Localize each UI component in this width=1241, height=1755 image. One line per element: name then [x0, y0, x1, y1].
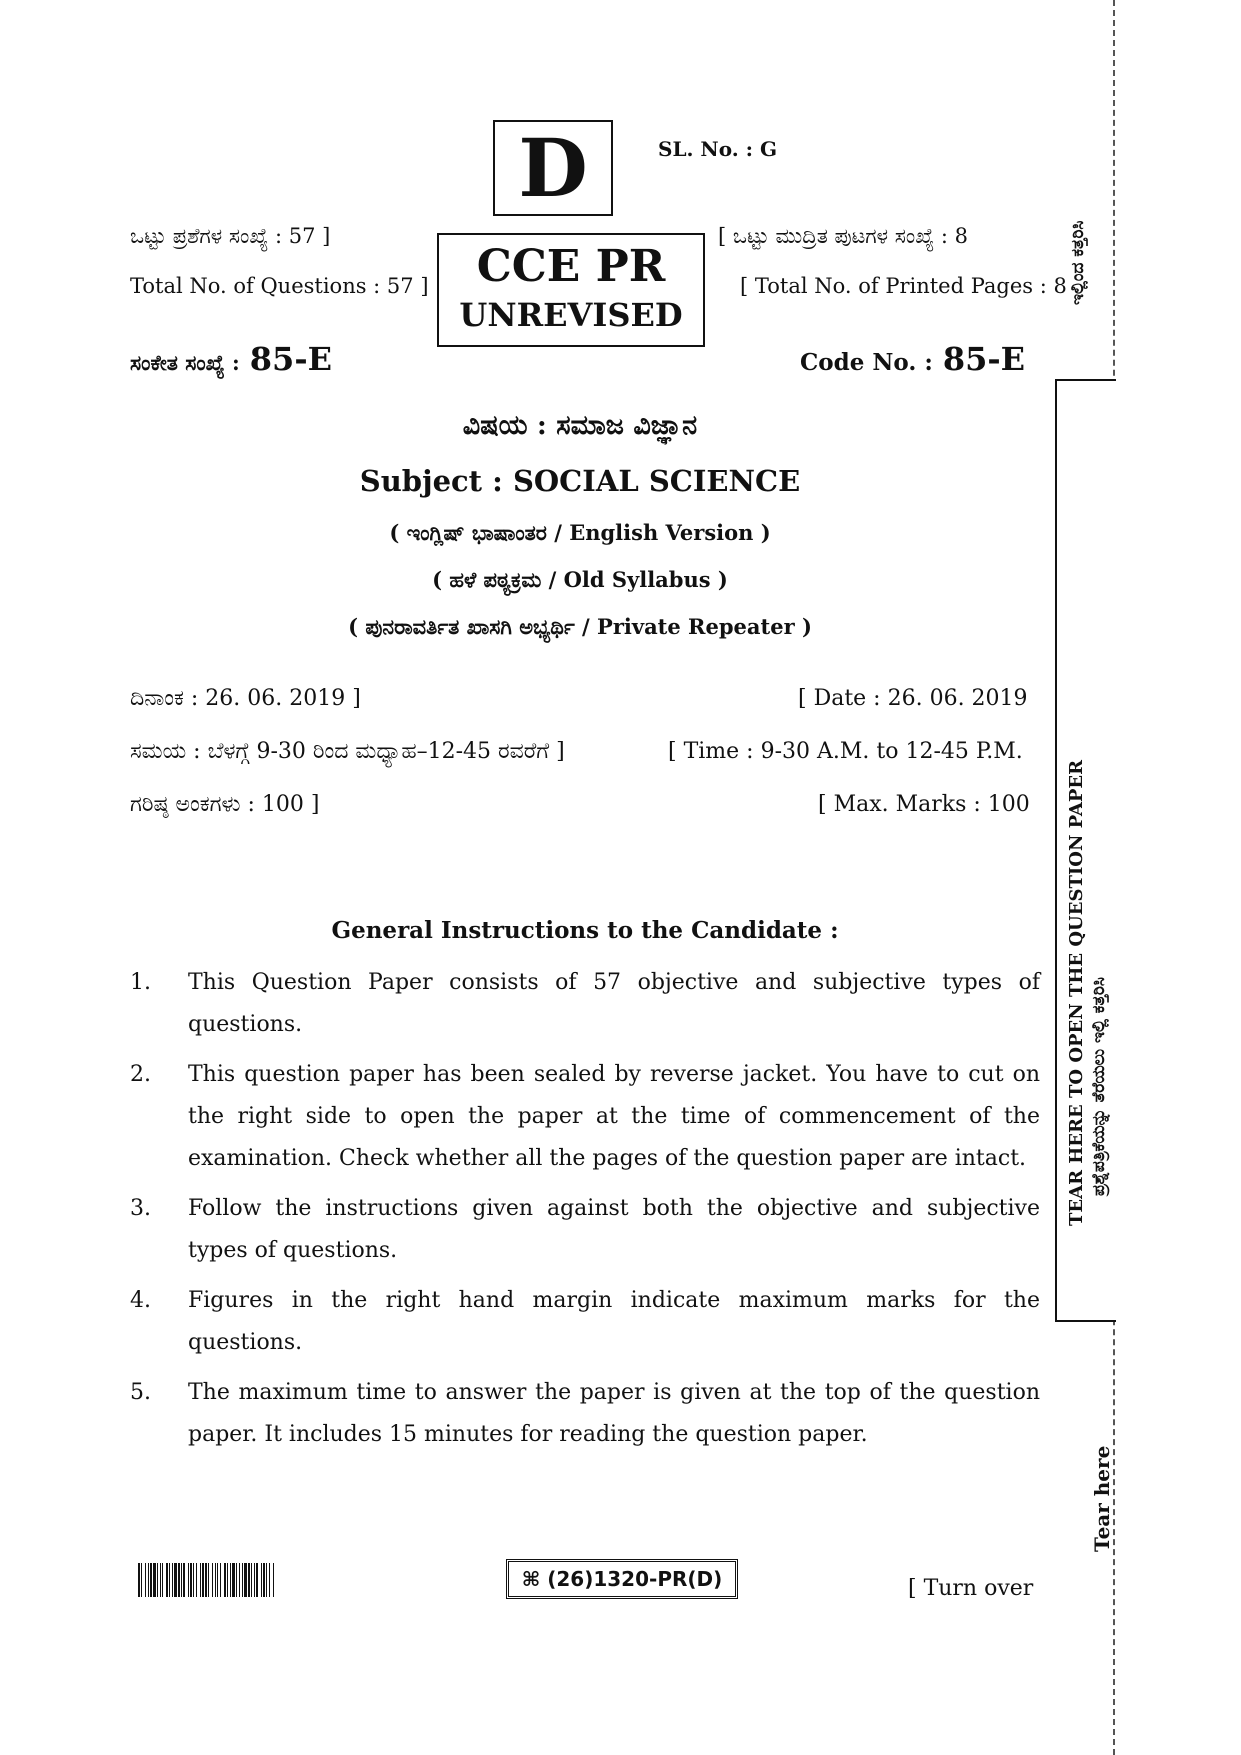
barcode-bar	[274, 1563, 276, 1597]
kn-total-pages: [ ಒಟ್ಟು ಮುದ್ರಿತ ಪುಟಗಳ ಸಂಖ್ಯೆ : 8	[718, 224, 969, 248]
en-code-value: 85-E	[942, 340, 1026, 378]
kn-time: ಸಮಯ : ಬೆಳಗ್ಗೆ 9-30 ರಿಂದ ಮಧ್ಯಾಹ–12-45 ರವರೆಗೆ ]	[130, 739, 565, 764]
instruction-number: 2.	[130, 1062, 151, 1087]
en-code-label: Code No. :	[800, 349, 933, 376]
cce-pr-box	[437, 233, 705, 347]
cce-title: CCE PR	[476, 241, 666, 292]
version-letter: D	[518, 121, 588, 215]
instruction-item	[130, 1188, 1040, 1272]
cce-subtitle: UNREVISED	[459, 296, 683, 334]
kn-tear-box: ಪ್ರಶ್ನೆಪತ್ರಿಕೆಯನ್ನು ತೆರೆಯಲು ಇಲ್ಲಿ ಕತ್ತರಿಸಿ	[1089, 977, 1109, 1196]
instruction-text: This Question Paper consists of 57 objective and subjective types of questions.	[188, 970, 1040, 1037]
en-time: [ Time : 9-30 A.M. to 12-45 P.M.	[668, 739, 1023, 764]
paper-code: ⌘ (26)1320-PR(D)	[521, 1567, 723, 1591]
kn-total-questions: ಒಟ್ಟು ಪ್ರಶೆಗಳ ಸಂಖ್ಯೆ : 57 ]	[130, 224, 331, 248]
turn-over-label: [ Turn over	[908, 1576, 1034, 1601]
kn-code-value: 85-E	[249, 340, 332, 378]
en-subject: Subject : SOCIAL SCIENCE	[359, 464, 801, 498]
instructions-list	[130, 962, 1040, 1464]
instruction-item	[130, 1280, 1040, 1364]
instruction-text: This question paper has been sealed by reverse jacket. You have to cut on the right side to open the paper at the time of commencement of the examination. Check whether all the pages of the question paper are intact.	[188, 1062, 1040, 1171]
kn-subject: ವಿಷಯ : ಸಮಾಜ ವಿಜ್ಞಾನ	[462, 410, 698, 441]
en-total-questions: Total No. of Questions : 57 ]	[130, 274, 429, 298]
version-line: ( ಇಂಗ್ಲಿಷ್ ಭಾಷಾಂತರ / English Version )	[389, 520, 771, 545]
kn-code-label: ಸಂಕೇತ ಸಂಖ್ಯೆ :	[130, 350, 240, 375]
kn-marks: ಗರಿಷ್ಠ ಅಂಕಗಳು : 100 ]	[130, 792, 320, 817]
instruction-item	[130, 1372, 1040, 1456]
tear-instruction-box	[1055, 379, 1116, 1322]
instruction-item	[130, 1054, 1040, 1180]
en-code-row	[800, 340, 1025, 378]
en-tear-box: TEAR HERE TO OPEN THE QUESTION PAPER	[1066, 759, 1087, 1226]
kn-tear-top: ಇಲ್ಲಿಂದ ಕತ್ತರಿಸಿ	[1068, 220, 1088, 305]
kn-date: ದಿನಾಂಕ : 26. 06. 2019 ]	[130, 686, 361, 711]
instruction-number: 4.	[130, 1288, 151, 1313]
barcode-image	[138, 1563, 423, 1597]
en-total-pages: [ Total No. of Printed Pages : 8	[740, 274, 1067, 298]
instruction-text: Follow the instructions given against both the objective and subjective types of questions.	[188, 1196, 1040, 1263]
en-date: [ Date : 26. 06. 2019	[798, 686, 1028, 711]
instruction-text: Figures in the right hand margin indicate maximum marks for the questions.	[188, 1288, 1040, 1355]
instruction-number: 3.	[130, 1196, 151, 1221]
instructions-title: General Instructions to the Candidate :	[331, 917, 839, 944]
tear-here-label: Tear here	[1090, 1445, 1114, 1552]
instruction-number: 1.	[130, 970, 151, 995]
paper-code-box	[506, 1559, 738, 1599]
kn-code-row	[130, 340, 332, 378]
serial-number: SL. No. : G	[658, 137, 778, 161]
instruction-item	[130, 962, 1040, 1046]
instruction-text: The maximum time to answer the paper is given at the top of the question paper. It includes 15 minutes for reading the question paper.	[188, 1380, 1040, 1447]
syllabus-line: ( ಹಳೆ ಪಠ್ಯಕ್ರಮ / Old Syllabus )	[432, 567, 728, 592]
instruction-number: 5.	[130, 1380, 151, 1405]
en-marks: [ Max. Marks : 100	[818, 792, 1030, 817]
candidate-line: ( ಪುನರಾವರ್ತಿತ ಖಾಸಗಿ ಅಭ್ಯರ್ಥಿ / Private Repeater )	[348, 614, 812, 639]
version-letter-box	[493, 120, 613, 216]
